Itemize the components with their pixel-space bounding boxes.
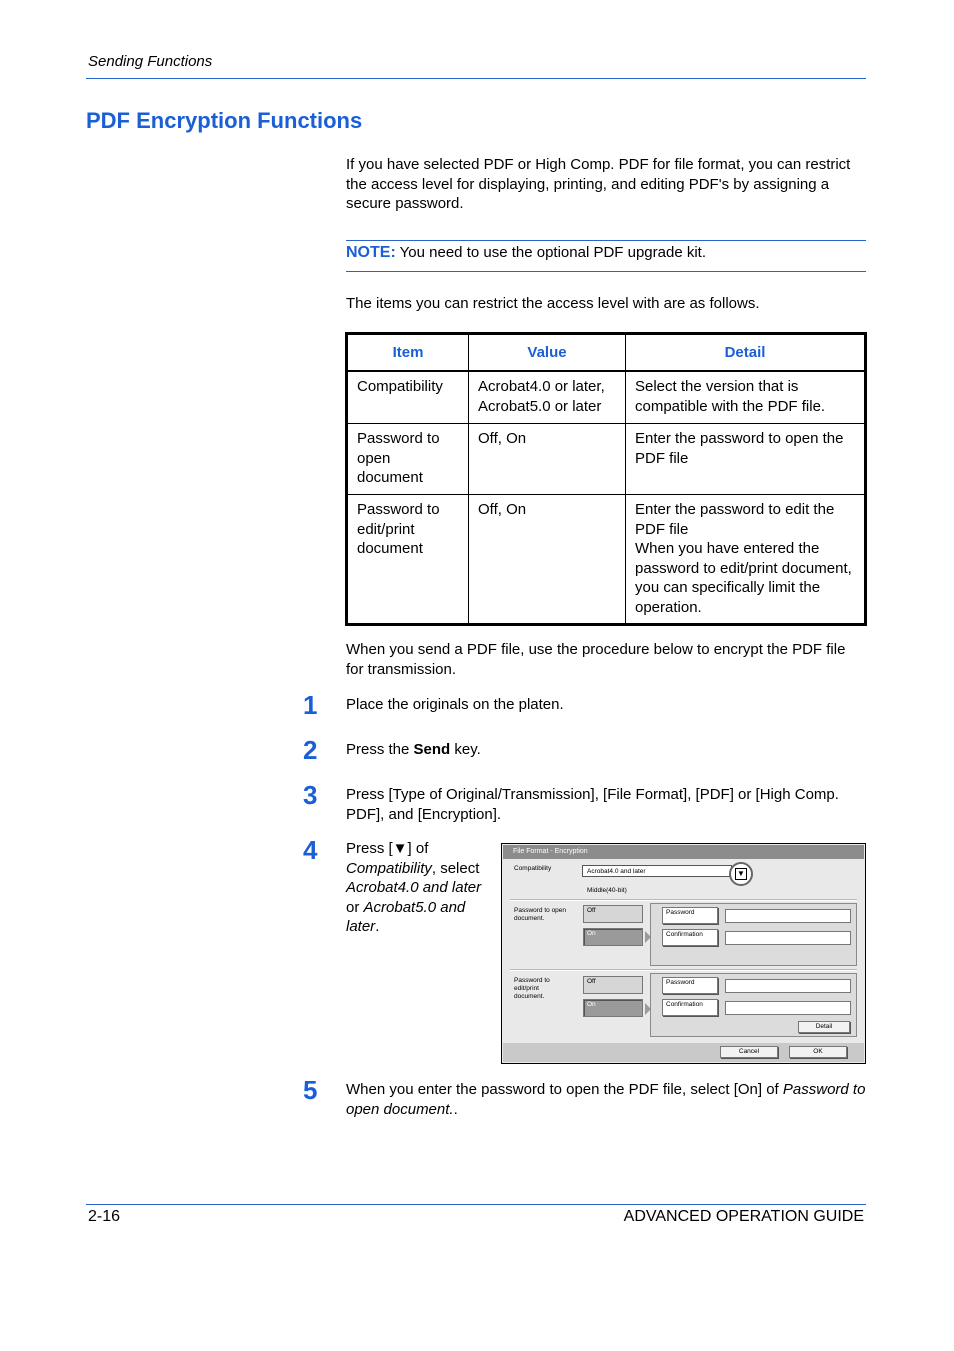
step-number: 4: [303, 835, 318, 865]
table-row: [347, 371, 866, 424]
step-text-part: .: [453, 1100, 458, 1118]
note-text: You need to use the optional PDF upgrade kit.: [395, 244, 707, 261]
open-password-field[interactable]: [725, 909, 851, 923]
step-text: [346, 740, 866, 760]
open-password-on-button[interactable]: On: [583, 928, 643, 946]
restriction-table: [345, 332, 867, 626]
triangle-down-icon: ▼: [735, 868, 747, 880]
header-rule: [86, 78, 866, 79]
table-cell: Off, On: [469, 495, 626, 625]
detail-button[interactable]: Detail: [798, 1021, 850, 1033]
edit-password-field[interactable]: [725, 979, 851, 993]
encryption-level-text: Middle(40-bit): [587, 887, 627, 894]
open-password-group: [650, 903, 857, 966]
edit-password-on-button[interactable]: On: [583, 999, 643, 1017]
table-cell: Compatibility: [347, 371, 469, 424]
edit-password-off-button[interactable]: Off: [583, 976, 643, 994]
encryption-settings-panel: [501, 843, 866, 1064]
table-cell: Enter the password to edit the PDF file When you have entered the password to edit/print document, you can specifically limit the operation.: [626, 495, 866, 625]
step-text: Place the originals on the platen.: [346, 696, 564, 713]
step-text: [346, 839, 494, 937]
divider: [510, 899, 857, 901]
step-text-part: , select: [431, 859, 480, 877]
send-key-label: Send: [413, 741, 451, 758]
footer-rule: [86, 1204, 866, 1205]
step-text-italic: Password to open document.: [346, 1081, 866, 1118]
running-header: Sending Functions: [88, 53, 213, 70]
intro-paragraph: If you have selected PDF or High Comp. PDF for file format, you can restrict the access level for displaying, printing, and editing PDF's by assigning a secure password.: [346, 156, 851, 212]
open-password-label: Password to open document.: [514, 907, 567, 922]
step-number: 5: [303, 1075, 318, 1105]
open-password-button[interactable]: Password: [662, 907, 718, 924]
step-text-part: .: [375, 918, 380, 935]
step-text-part: When you enter the password to open the PDF file, select [On] of: [346, 1081, 783, 1098]
edit-confirmation-field[interactable]: [725, 1001, 851, 1015]
table-cell: Off, On: [469, 424, 626, 495]
edit-password-group: [650, 973, 857, 1037]
compatibility-dropdown-button[interactable]: [729, 862, 753, 886]
step-text-part: or: [346, 898, 364, 916]
open-confirmation-button[interactable]: Confirmation: [662, 929, 718, 946]
step-text: [346, 1080, 866, 1119]
table-cell: Password to edit/print document: [347, 495, 469, 625]
table-cell: Select the version that is compatible with the PDF file.: [626, 371, 866, 424]
page-number: 2-16: [88, 1208, 121, 1225]
step-text: Press [Type of Original/Transmission], [File Format], [PDF] or [High Comp. PDF], and [Encryption].: [346, 786, 839, 823]
step-text-italic: Acrobat5.0 and later: [346, 898, 466, 935]
edit-password-button[interactable]: Password: [662, 977, 718, 994]
step-number: 1: [303, 690, 318, 720]
guide-title: ADVANCED OPERATION GUIDE: [623, 1208, 864, 1225]
step-number: 2: [303, 735, 318, 765]
open-password-off-button[interactable]: Off: [583, 905, 643, 923]
compatibility-select[interactable]: Acrobat4.0 and later: [582, 865, 732, 877]
ok-button[interactable]: OK: [789, 1046, 847, 1058]
step-text-part: Press the: [346, 741, 414, 758]
edit-password-label: Password to edit/print document.: [514, 977, 550, 1000]
table-row: [347, 424, 866, 495]
table-cell: Password to open document: [347, 424, 469, 495]
table-row: [347, 495, 866, 625]
edit-confirmation-button[interactable]: Confirmation: [662, 999, 718, 1016]
step-number: 3: [303, 780, 318, 810]
step-text-italic: Acrobat4.0 and later: [346, 879, 482, 896]
step-text-italic: Compatibility: [346, 859, 432, 877]
table-header-item: Item: [347, 334, 469, 372]
table-cell: Acrobat4.0 or later, Acrobat5.0 or later: [469, 371, 626, 424]
divider: [510, 969, 857, 971]
cancel-button[interactable]: Cancel: [720, 1046, 778, 1058]
step-text-part: Press [▼] of: [346, 840, 429, 857]
panel-footer: [503, 1043, 864, 1062]
table-header-value: Value: [469, 334, 626, 372]
table-cell: Enter the password to open the PDF file: [626, 424, 866, 495]
table-header-row: [347, 334, 866, 372]
open-confirmation-field[interactable]: [725, 931, 851, 945]
items-intro: The items you can restrict the access level with are as follows.: [346, 295, 760, 312]
note-box: [346, 240, 866, 272]
compatibility-label: Compatibility: [514, 865, 552, 872]
table-header-detail: Detail: [626, 334, 866, 372]
panel-title: File Format - Encryption: [503, 845, 864, 859]
page-title: PDF Encryption Functions: [86, 108, 363, 133]
step-text-part: key.: [450, 741, 481, 758]
procedure-intro: When you send a PDF file, use the procedure below to encrypt the PDF file for transmission.: [346, 641, 846, 678]
note-label: NOTE:: [346, 244, 396, 261]
